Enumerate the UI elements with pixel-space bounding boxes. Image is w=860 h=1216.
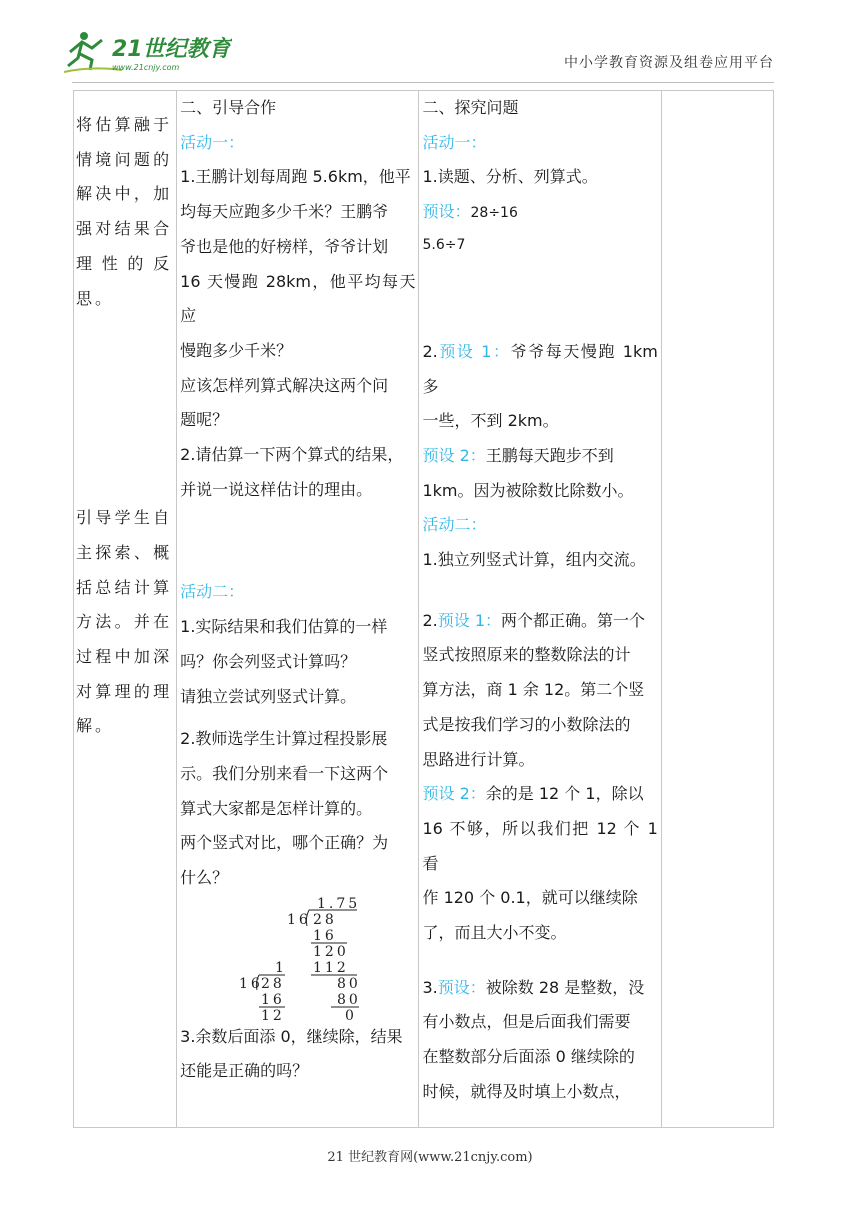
div1-r5: 80 <box>337 991 361 1008</box>
activity-two-label: 活动二： <box>180 582 245 602</box>
div1-dividend: 28 <box>313 911 337 928</box>
div1-quotient: 1.75 <box>317 895 361 912</box>
logo <box>62 28 232 76</box>
activity-two-text-c: 3.余数后面添 0，继续除，结果 还能是正确的吗？ <box>180 1026 403 1081</box>
page-footer: 21 世纪教育网(www.21cnjy.com) <box>327 1150 533 1165</box>
platform-title: 中小学教育资源及组卷应用平台 <box>564 55 774 71</box>
section-heading: 二、引导合作 <box>180 98 277 117</box>
section-heading-2: 二、探究问题 <box>422 98 519 117</box>
div1-r2: 120 <box>313 943 349 960</box>
design-intent-cell <box>74 91 177 1128</box>
div1-divisor: 16 <box>287 911 311 928</box>
activity-two-text-b: 2.教师选学生计算过程投影展 示。我们分别来看一下这两个 算式大家都是怎样计算的。 两个竖式对比，哪个正确？为 什么？ <box>180 729 389 888</box>
activity-one-text: 1.王鹏计划每周跑 5.6km，他平 均每天应跑多少千米？王鹏爷 爷也是他的好榜样，爷爷计划 16 天慢跑 28km，他平均每天应 慢跑多少千米？ 应该怎样列算式解决这两个问 题呢？ 2.请估算一下两个算式的结果， 并说一说这样估计的理由。 <box>180 167 416 499</box>
activity-one-label: 活动一： <box>180 132 245 152</box>
div1-r6: 0 <box>345 1007 358 1020</box>
svg-text:www.21cnjy.com: www.21cnjy.com <box>112 63 180 72</box>
activity-one-label-2: 活动一： <box>422 132 487 152</box>
intent-block-2: 引导学生自 主探索、概 括总结计算 方法。并在 过程中加深 对算理的理 解。 <box>76 508 173 736</box>
intent-block-1: 将估算融于 情境问题的 解决中，加 强对结果合 理性的反 思。 <box>76 115 173 308</box>
notes-cell <box>661 91 773 1128</box>
div2-divisor: 16 <box>239 975 263 992</box>
student-activity-cell: 二、探究问题 活动一： 1.读题、分析、列算式。 预设：28÷16 5.6÷7 2.预设 1：爷爷每天慢跑 1km 多 一些，不到 2km。 预设 2：王鹏每天跑步不到 1km。因为被除数比除数小。 活动二： 1.独立列竖式计算，组内交流。 2.预设 1：两个都正确。第一个 竖式按照原来的整数除法的计 算方法，商 1 余 12。第二个竖 式是按我们学习的小数除法的 思路进行计算。 预设 2：余的是 12 个 1，除以 16 不够，所以我们把 12 个 1 看 作 120 个 0.1，就可以继续除 了，而且大小不变。 3.预设：被除数 28 是整数，没 有小数点，但是后面我们需要 在整数部分后面添 0 继续除的 时候，就得及时填上小数点， <box>419 91 661 1128</box>
teacher-activity-cell <box>177 91 419 1128</box>
activity-two-text: 1.实际结果和我们估算的一样 吗？你会列竖式计算吗？ 请独立尝试列竖式计算。 <box>180 617 388 706</box>
div2-r1: 16 <box>261 991 285 1008</box>
div1-r3: 112 <box>313 959 349 976</box>
long-division-figure <box>177 896 417 1020</box>
header-divider <box>72 82 774 83</box>
activity-two-label-2: 活动二： <box>422 515 487 535</box>
svg-text:21世纪教育: 21世纪教育 <box>112 37 231 62</box>
div2-dividend: 28 <box>261 975 285 992</box>
div2-quotient: 1 <box>275 959 288 976</box>
div2-r2: 12 <box>261 1007 285 1020</box>
div1-r1: 16 <box>313 927 337 944</box>
page-header <box>0 0 860 90</box>
div1-r4: 80 <box>337 975 361 992</box>
lesson-table <box>73 90 774 1128</box>
